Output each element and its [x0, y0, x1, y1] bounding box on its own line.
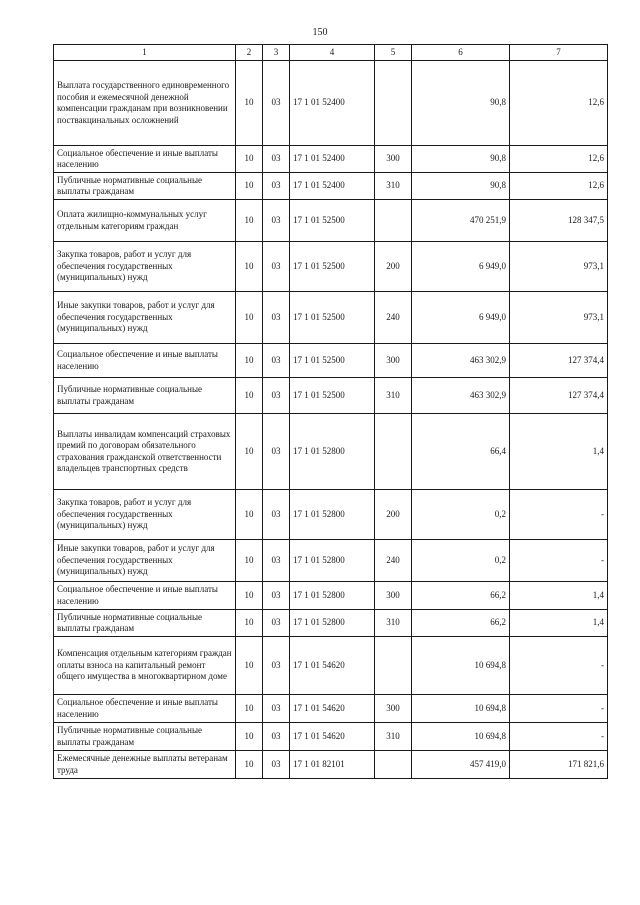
- table-row: [54, 695, 608, 723]
- row-code: 17 1 01 52500: [290, 292, 375, 344]
- table-row: [54, 414, 608, 490]
- row-code: 17 1 01 52800: [290, 582, 375, 610]
- row-code: 17 1 01 54620: [290, 637, 375, 695]
- table-row: [54, 292, 608, 344]
- row-section: 10: [236, 61, 263, 146]
- table-row: [54, 751, 608, 779]
- row-type: [375, 637, 412, 695]
- row-name: Закупка товаров, работ и услуг для обеспечения государственных (муниципальных) нужд: [54, 242, 236, 292]
- row-subsection: 03: [263, 61, 290, 146]
- header-col-4: 4: [290, 45, 375, 61]
- row-subsection: 03: [263, 292, 290, 344]
- row-code: 17 1 01 52800: [290, 540, 375, 582]
- row-value-1: 90,8: [412, 61, 510, 146]
- row-value-2: -: [510, 540, 608, 582]
- row-section: 10: [236, 637, 263, 695]
- row-name: Публичные нормативные социальные выплаты гражданам: [54, 610, 236, 637]
- header-col-3: 3: [263, 45, 290, 61]
- row-type: 200: [375, 242, 412, 292]
- table-row: [54, 540, 608, 582]
- row-code: 17 1 01 52500: [290, 344, 375, 378]
- row-name: Оплата жилищно-коммунальных услуг отдельным категориям граждан: [54, 200, 236, 242]
- row-value-2: 12,6: [510, 173, 608, 200]
- header-col-7: 7: [510, 45, 608, 61]
- budget-table: [53, 44, 608, 779]
- row-type: 240: [375, 540, 412, 582]
- row-value-2: -: [510, 490, 608, 540]
- row-section: 10: [236, 723, 263, 751]
- row-name: Закупка товаров, работ и услуг для обеспечения государственных (муниципальных) нужд: [54, 490, 236, 540]
- row-value-1: 6 949,0: [412, 292, 510, 344]
- table-row: [54, 637, 608, 695]
- row-section: 10: [236, 695, 263, 723]
- row-subsection: 03: [263, 200, 290, 242]
- row-value-2: 1,4: [510, 610, 608, 637]
- row-value-1: 0,2: [412, 490, 510, 540]
- header-col-2: 2: [236, 45, 263, 61]
- row-value-2: 973,1: [510, 242, 608, 292]
- row-value-2: 12,6: [510, 61, 608, 146]
- row-type: 310: [375, 610, 412, 637]
- page-number: 150: [312, 27, 328, 38]
- row-value-1: 66,4: [412, 414, 510, 490]
- row-code: 17 1 01 52800: [290, 490, 375, 540]
- row-subsection: 03: [263, 173, 290, 200]
- row-code: 17 1 01 52400: [290, 61, 375, 146]
- row-code: 17 1 01 52800: [290, 610, 375, 637]
- table-row: [54, 200, 608, 242]
- row-section: 10: [236, 200, 263, 242]
- row-type: [375, 751, 412, 779]
- row-subsection: 03: [263, 146, 290, 173]
- row-section: 10: [236, 292, 263, 344]
- row-value-2: 12,6: [510, 146, 608, 173]
- row-code: 17 1 01 52800: [290, 414, 375, 490]
- row-name: Иные закупки товаров, работ и услуг для обеспечения государственных (муниципальных) нужд: [54, 540, 236, 582]
- row-subsection: 03: [263, 344, 290, 378]
- row-code: 17 1 01 52500: [290, 200, 375, 242]
- row-value-1: 457 419,0: [412, 751, 510, 779]
- row-type: 300: [375, 582, 412, 610]
- row-value-2: 171 821,6: [510, 751, 608, 779]
- table-row: [54, 723, 608, 751]
- row-subsection: 03: [263, 540, 290, 582]
- row-section: 10: [236, 582, 263, 610]
- table-row: [54, 146, 608, 173]
- row-section: 10: [236, 610, 263, 637]
- row-name: Социальное обеспечение и иные выплаты населению: [54, 344, 236, 378]
- row-name: Социальное обеспечение и иные выплаты населению: [54, 695, 236, 723]
- row-section: 10: [236, 173, 263, 200]
- row-name: Социальное обеспечение и иные выплаты населению: [54, 146, 236, 173]
- row-value-2: -: [510, 695, 608, 723]
- header-col-5: 5: [375, 45, 412, 61]
- row-subsection: 03: [263, 378, 290, 414]
- table-row: [54, 378, 608, 414]
- row-code: 17 1 01 82101: [290, 751, 375, 779]
- row-subsection: 03: [263, 751, 290, 779]
- row-value-2: 127 374,4: [510, 378, 608, 414]
- row-type: 300: [375, 146, 412, 173]
- row-name: Социальное обеспечение и иные выплаты населению: [54, 582, 236, 610]
- row-section: 10: [236, 751, 263, 779]
- row-value-1: 10 694,8: [412, 637, 510, 695]
- row-subsection: 03: [263, 637, 290, 695]
- row-name: Иные закупки товаров, работ и услуг для обеспечения государственных (муниципальных) нужд: [54, 292, 236, 344]
- table-row: [54, 242, 608, 292]
- row-name: Компенсация отдельным категориям граждан оплаты взноса на капитальный ремонт общего имущества в многоквартирном доме: [54, 637, 236, 695]
- row-code: 17 1 01 52400: [290, 146, 375, 173]
- row-name: Публичные нормативные социальные выплаты гражданам: [54, 173, 236, 200]
- row-code: 17 1 01 54620: [290, 695, 375, 723]
- row-subsection: 03: [263, 723, 290, 751]
- row-value-1: 0,2: [412, 540, 510, 582]
- row-value-1: 90,8: [412, 146, 510, 173]
- row-value-2: -: [510, 637, 608, 695]
- row-value-1: 10 694,8: [412, 695, 510, 723]
- table-row: [54, 490, 608, 540]
- header-row: [54, 45, 608, 61]
- row-section: 10: [236, 344, 263, 378]
- row-type: 310: [375, 378, 412, 414]
- row-type: [375, 61, 412, 146]
- row-code: 17 1 01 54620: [290, 723, 375, 751]
- row-value-1: 66,2: [412, 582, 510, 610]
- row-value-1: 66,2: [412, 610, 510, 637]
- header-col-6: 6: [412, 45, 510, 61]
- row-value-2: 1,4: [510, 582, 608, 610]
- table-row: [54, 582, 608, 610]
- row-type: [375, 414, 412, 490]
- row-name: Выплаты инвалидам компенсаций страховых премий по договорам обязательного страхования гражданской ответственности владельцев транспортных средств: [54, 414, 236, 490]
- row-subsection: 03: [263, 695, 290, 723]
- row-subsection: 03: [263, 490, 290, 540]
- row-section: 10: [236, 540, 263, 582]
- row-value-2: 127 374,4: [510, 344, 608, 378]
- table-row: [54, 173, 608, 200]
- row-section: 10: [236, 242, 263, 292]
- row-value-2: 128 347,5: [510, 200, 608, 242]
- row-value-2: -: [510, 723, 608, 751]
- row-value-1: 6 949,0: [412, 242, 510, 292]
- row-section: 10: [236, 414, 263, 490]
- row-section: 10: [236, 490, 263, 540]
- table-row: [54, 610, 608, 637]
- row-name: Ежемесячные денежные выплаты ветеранам труда: [54, 751, 236, 779]
- row-subsection: 03: [263, 582, 290, 610]
- row-value-1: 10 694,8: [412, 723, 510, 751]
- row-value-1: 90,8: [412, 173, 510, 200]
- row-name: Выплата государственного единовременного пособия и ежемесячной денежной компенсации гражданам при возникновении поствакцинальных осложнений: [54, 61, 236, 146]
- row-subsection: 03: [263, 242, 290, 292]
- header-col-1: 1: [54, 45, 236, 61]
- row-name: Публичные нормативные социальные выплаты гражданам: [54, 378, 236, 414]
- row-type: 310: [375, 173, 412, 200]
- row-value-2: 973,1: [510, 292, 608, 344]
- row-type: [375, 200, 412, 242]
- row-type: 240: [375, 292, 412, 344]
- row-type: 300: [375, 344, 412, 378]
- row-value-1: 470 251,9: [412, 200, 510, 242]
- row-subsection: 03: [263, 414, 290, 490]
- row-code: 17 1 01 52500: [290, 242, 375, 292]
- row-name: Публичные нормативные социальные выплаты гражданам: [54, 723, 236, 751]
- row-type: 300: [375, 695, 412, 723]
- row-subsection: 03: [263, 610, 290, 637]
- table-row: [54, 61, 608, 146]
- row-code: 17 1 01 52500: [290, 378, 375, 414]
- row-type: 310: [375, 723, 412, 751]
- row-type: 200: [375, 490, 412, 540]
- row-value-1: 463 302,9: [412, 378, 510, 414]
- row-value-1: 463 302,9: [412, 344, 510, 378]
- table-row: [54, 344, 608, 378]
- row-section: 10: [236, 378, 263, 414]
- row-value-2: 1,4: [510, 414, 608, 490]
- row-section: 10: [236, 146, 263, 173]
- row-code: 17 1 01 52400: [290, 173, 375, 200]
